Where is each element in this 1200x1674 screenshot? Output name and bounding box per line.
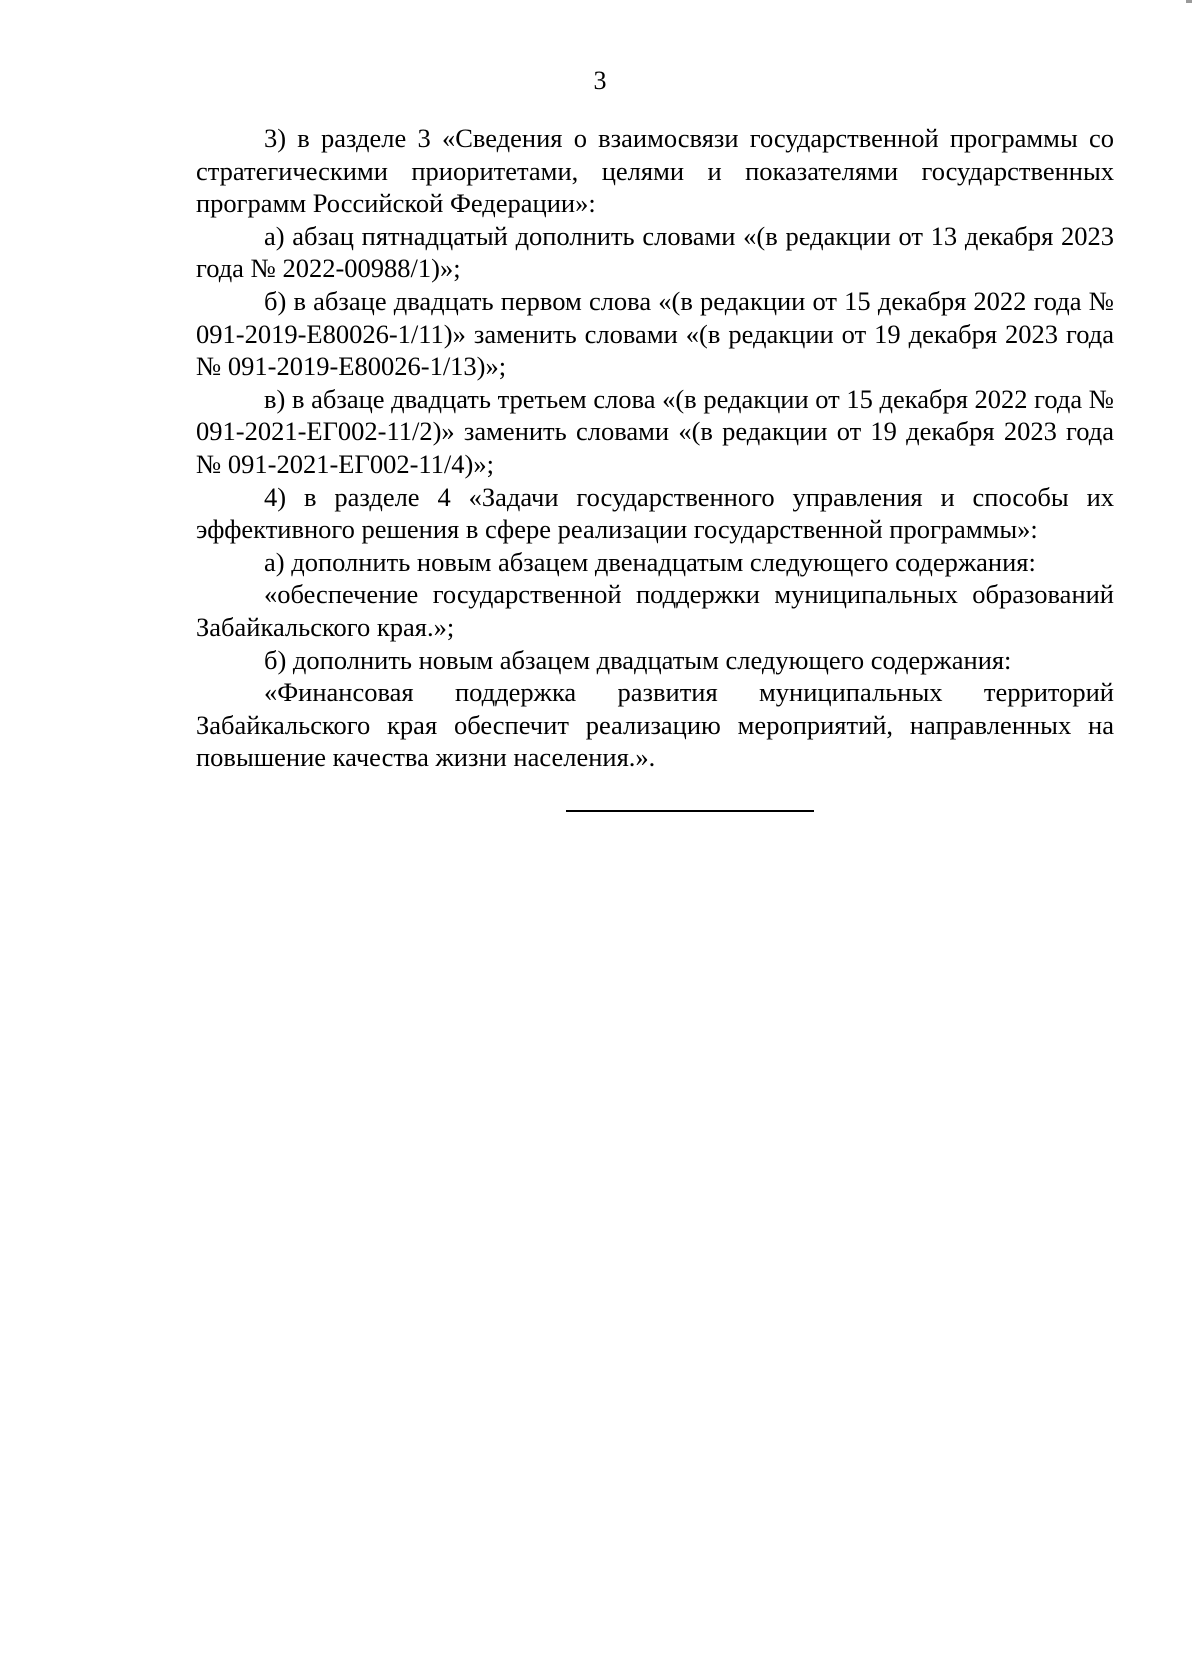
paragraph-section-3: 3) в разделе 3 «Сведения о взаимосвязи государственной программы со стратегическими приоритетами, целями и показателями государственных программ Российской Федерации»:: [196, 123, 1114, 219]
closing-rule: [566, 810, 814, 812]
paragraph-quote-financial: «Финансовая поддержка развития муниципальных территорий Забайкальского края обеспечит реализацию мероприятий, направленных на повышение качества жизни населения.».: [196, 677, 1114, 773]
paragraph-section-4: 4) в разделе 4 «Задачи государственного управления и способы их эффективного решения в сфере реализации государственной программы»:: [196, 481, 1114, 545]
paragraph-quote-support: «обеспечение государственной поддержки муниципальных образований Забайкальского края.»;: [196, 579, 1114, 642]
scan-edge-mark: [1186, 0, 1192, 3]
paragraph-item-b-twentieth: б) дополнить новым абзацем двадцатым следующего содержания:: [264, 644, 1012, 675]
paragraph-item-a-fifteenth: а) абзац пятнадцатый дополнить словами «(в редакции от 13 декабря 2023 года № 2022-00988/1)»;: [196, 220, 1114, 284]
document-body: [196, 122, 1114, 774]
paragraph-item-v-twenty-third: в) в абзаце двадцать третьем слова «(в редакции от 15 декабря 2022 года № 091-2021-ЕГ002-11/2)» заменить словами «(в редакции от 19 декабря 2023 года № 091-2021-ЕГ002-11/4)»;: [196, 383, 1115, 479]
page-number: 3: [593, 66, 607, 95]
paragraph-item-b-twenty-first: б) в абзаце двадцать первом слова «(в редакции от 15 декабря 2022 года № 091-2019-Е80026-1/11)» заменить словами «(в редакции от 19 декабря 2023 года № 091-2019-Е80026-1/13)»;: [196, 285, 1114, 382]
paragraph-item-a-twelfth: а) дополнить новым абзацем двенадцатым следующего содержания:: [264, 546, 1036, 577]
